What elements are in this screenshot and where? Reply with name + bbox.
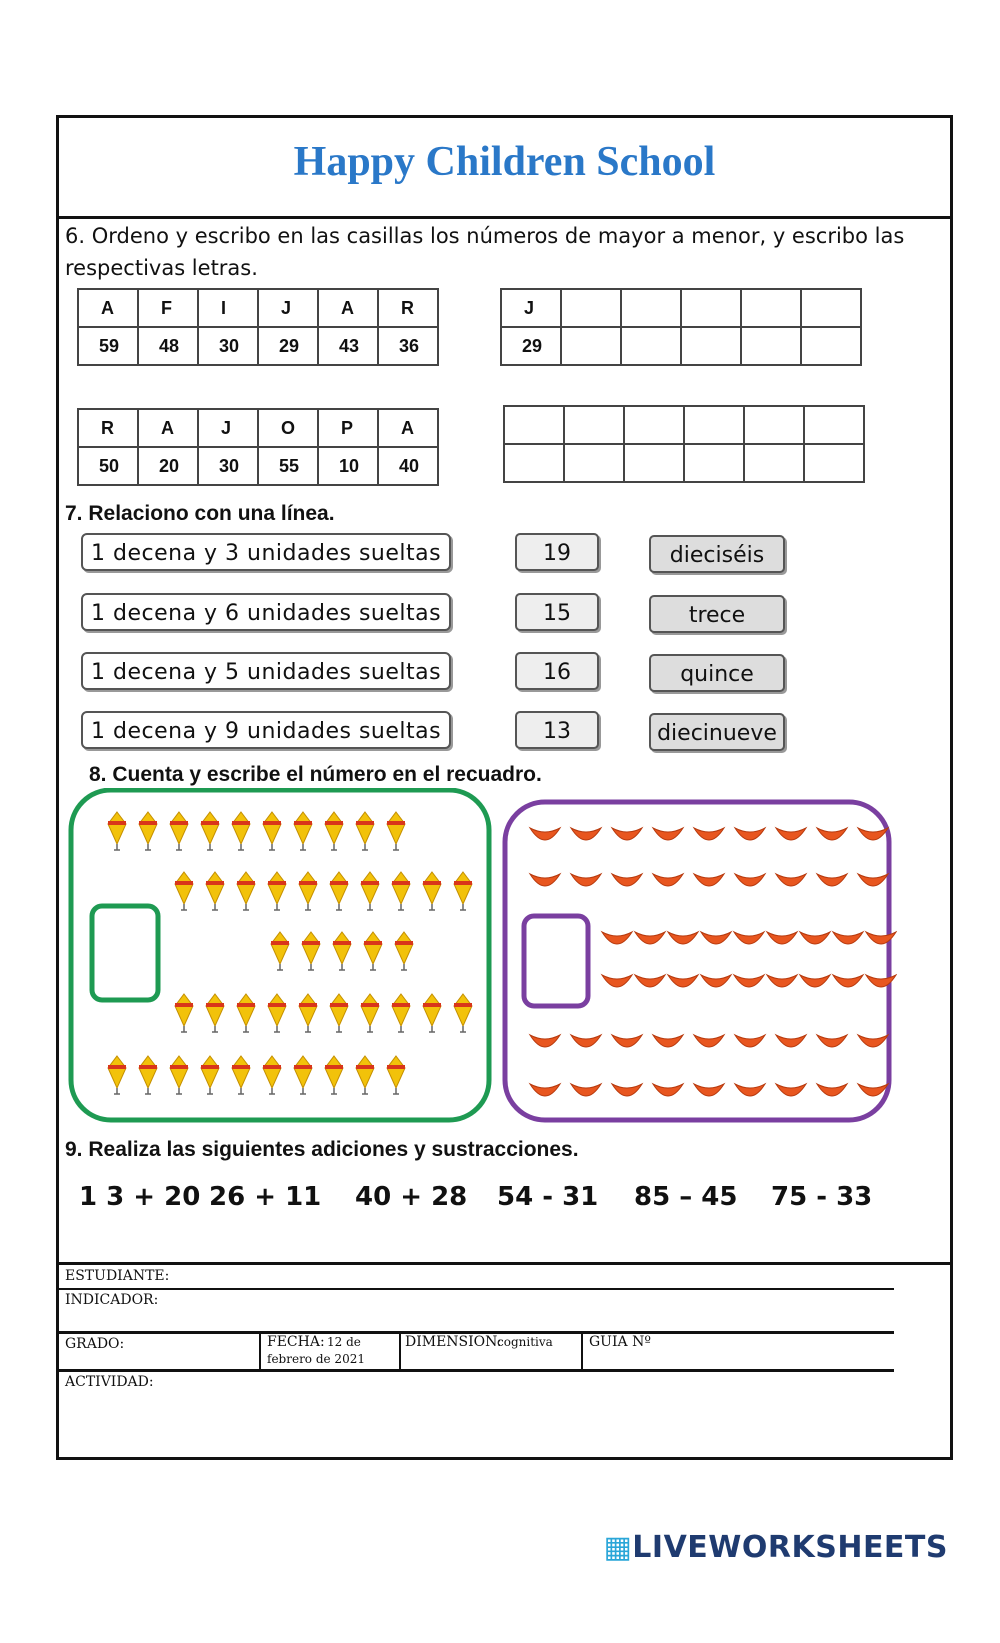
table-row bbox=[501, 327, 861, 365]
table-cell: 29 bbox=[258, 327, 318, 365]
table-cell: J bbox=[258, 289, 318, 327]
table-cell: A bbox=[378, 409, 438, 447]
melon-slice-icon bbox=[668, 975, 698, 987]
phrase-box[interactable]: 1 decena y 6 unidades sueltas bbox=[81, 593, 451, 631]
spinning-top-icon bbox=[361, 994, 379, 1032]
melon-slice-icon bbox=[767, 975, 797, 987]
table-cell[interactable] bbox=[504, 406, 564, 444]
table-cell: P bbox=[318, 409, 378, 447]
purple-frame bbox=[505, 802, 889, 1120]
number-box[interactable]: 13 bbox=[515, 711, 599, 749]
operation: 1 3 + 20 bbox=[79, 1182, 201, 1212]
melon-slice-icon bbox=[530, 874, 560, 886]
table-cell: A bbox=[78, 289, 138, 327]
melon-slice-icon bbox=[530, 828, 560, 840]
table-row bbox=[78, 327, 438, 365]
table-cell[interactable]: 29 bbox=[501, 327, 561, 365]
table-cell[interactable] bbox=[744, 444, 804, 482]
actividad-label: ACTIVIDAD: bbox=[65, 1374, 154, 1390]
operation: 75 - 33 bbox=[771, 1182, 873, 1212]
melon-slice-icon bbox=[694, 1084, 724, 1096]
table-cell: A bbox=[318, 289, 378, 327]
melon-slice-icon bbox=[776, 1084, 806, 1096]
melon-slice-icon bbox=[701, 932, 731, 944]
fecha-label: FECHA: bbox=[267, 1334, 325, 1350]
q6-table-2 bbox=[77, 408, 439, 486]
melon-slice-icon bbox=[833, 975, 863, 987]
spinning-top-icon bbox=[333, 932, 351, 970]
spinning-top-icon bbox=[294, 812, 312, 850]
melon-slice-icon bbox=[612, 1035, 642, 1047]
spinning-top-icon bbox=[361, 872, 379, 910]
table-cell: O bbox=[258, 409, 318, 447]
table-cell: J bbox=[198, 409, 258, 447]
table-cell[interactable] bbox=[804, 406, 864, 444]
table-cell[interactable] bbox=[624, 406, 684, 444]
spinning-top-icon bbox=[294, 1056, 312, 1094]
melon-slice-icon bbox=[612, 828, 642, 840]
table-cell: A bbox=[138, 409, 198, 447]
melon-slice-icon bbox=[858, 874, 888, 886]
melon-slice-icon bbox=[817, 1084, 847, 1096]
divider bbox=[581, 1331, 583, 1369]
table-cell: 36 bbox=[378, 327, 438, 365]
word-box[interactable]: quince bbox=[649, 654, 785, 692]
table-cell[interactable] bbox=[741, 289, 801, 327]
spinning-top-icon bbox=[232, 812, 250, 850]
table-cell[interactable] bbox=[741, 327, 801, 365]
dimension-label: DIMENSION: bbox=[405, 1334, 502, 1350]
melon-slice-icon bbox=[530, 1084, 560, 1096]
liveworksheets-logo bbox=[603, 1530, 948, 1565]
spinning-top-icon bbox=[201, 812, 219, 850]
spinning-top-icon bbox=[454, 872, 472, 910]
table-cell[interactable] bbox=[504, 444, 564, 482]
spinning-top-icon bbox=[237, 872, 255, 910]
spinning-top-icon bbox=[387, 1056, 405, 1094]
brand-text: LIVEWORKSHEETS bbox=[632, 1530, 948, 1565]
melon-slice-icon bbox=[571, 828, 601, 840]
logo-icon: ▦ bbox=[603, 1530, 633, 1565]
table-row bbox=[78, 447, 438, 485]
table-cell[interactable] bbox=[561, 327, 621, 365]
word-box[interactable]: diecinueve bbox=[649, 713, 785, 751]
table-cell[interactable] bbox=[804, 444, 864, 482]
q6-answer-table-1[interactable] bbox=[500, 288, 862, 366]
spinning-top-icon bbox=[271, 932, 289, 970]
q7-prompt: 7. Relaciono con una línea. bbox=[65, 502, 335, 525]
melon-slice-icon bbox=[833, 932, 863, 944]
melon-slice-icon bbox=[694, 828, 724, 840]
table-row bbox=[501, 289, 861, 327]
spinning-top-icon bbox=[139, 1056, 157, 1094]
melon-slice-icon bbox=[653, 828, 683, 840]
table-cell: R bbox=[78, 409, 138, 447]
phrase-box[interactable]: 1 decena y 5 unidades sueltas bbox=[81, 652, 451, 690]
table-cell: 20 bbox=[138, 447, 198, 485]
melon-slice-icon bbox=[694, 1035, 724, 1047]
line bbox=[59, 1369, 894, 1372]
spinning-top-icon bbox=[263, 812, 281, 850]
melon-slice-icon bbox=[635, 975, 665, 987]
table-cell: F bbox=[138, 289, 198, 327]
purple-answer-box[interactable] bbox=[524, 916, 588, 1006]
table-cell: 50 bbox=[78, 447, 138, 485]
q6-table-1 bbox=[77, 288, 439, 366]
melon-slice-icon bbox=[858, 1035, 888, 1047]
melon-slice-icon bbox=[653, 874, 683, 886]
spinning-top-icon bbox=[206, 872, 224, 910]
q6-prompt: 6. Ordeno y escribo en las casillas los números de mayor a menor, y escribo las respectivas letras. bbox=[65, 224, 905, 280]
spinning-top-icon bbox=[330, 994, 348, 1032]
estudiante-label: ESTUDIANTE: bbox=[65, 1268, 170, 1284]
table-cell[interactable] bbox=[621, 289, 681, 327]
operation: 40 + 28 bbox=[355, 1182, 468, 1212]
table-cell: R bbox=[378, 289, 438, 327]
melon-slice-icon bbox=[571, 874, 601, 886]
melon-slice-icon bbox=[571, 1084, 601, 1096]
melon-slice-icon bbox=[735, 1084, 765, 1096]
table-cell[interactable] bbox=[684, 444, 744, 482]
fecha-value-1: 12 de bbox=[327, 1335, 361, 1349]
operation: 26 + 11 bbox=[209, 1182, 322, 1212]
melon-slice-icon bbox=[817, 828, 847, 840]
divider bbox=[259, 1331, 261, 1369]
table-cell: 40 bbox=[378, 447, 438, 485]
melon-slice-icon bbox=[653, 1084, 683, 1096]
spinning-top-icon bbox=[423, 994, 441, 1032]
spinning-top-icon bbox=[170, 812, 188, 850]
spinning-top-icon bbox=[423, 872, 441, 910]
melon-slice-icon bbox=[734, 932, 764, 944]
number-box[interactable]: 15 bbox=[515, 593, 599, 631]
melon-slice-icon bbox=[735, 828, 765, 840]
spinning-top-icon bbox=[364, 932, 382, 970]
phrase-box[interactable]: 1 decena y 9 unidades sueltas bbox=[81, 711, 451, 749]
melon-slice-icon bbox=[817, 1035, 847, 1047]
spinning-top-icon bbox=[356, 812, 374, 850]
q6-answer-table-2[interactable] bbox=[503, 405, 865, 483]
melon-slice-icon bbox=[694, 874, 724, 886]
q8-prompt: 8. Cuenta y escribe el número en el recuadro. bbox=[89, 763, 542, 786]
melon-slice-icon bbox=[602, 975, 632, 987]
melon-slice-icon bbox=[668, 932, 698, 944]
green-answer-box[interactable] bbox=[92, 906, 158, 1000]
table-cell: 43 bbox=[318, 327, 378, 365]
melon-slice-icon bbox=[571, 1035, 601, 1047]
header-divider bbox=[59, 216, 950, 219]
line bbox=[59, 1288, 894, 1290]
word-box[interactable]: trece bbox=[649, 595, 785, 633]
spinning-top-icon bbox=[108, 1056, 126, 1094]
melon-slice-icon bbox=[530, 1035, 560, 1047]
dimension-value: cognitiva bbox=[497, 1335, 553, 1349]
table-cell[interactable]: J bbox=[501, 289, 561, 327]
table-cell: 59 bbox=[78, 327, 138, 365]
spinning-top-icon bbox=[139, 812, 157, 850]
table-cell[interactable] bbox=[744, 406, 804, 444]
table-cell: 55 bbox=[258, 447, 318, 485]
melon-slice-icon bbox=[612, 1084, 642, 1096]
spinning-top-icon bbox=[356, 1056, 374, 1094]
table-row bbox=[78, 289, 438, 327]
spinning-top-icon bbox=[263, 1056, 281, 1094]
melon-slice-icon bbox=[858, 828, 888, 840]
phrase-box[interactable]: 1 decena y 3 unidades sueltas bbox=[81, 533, 451, 571]
guia-label: GUIA Nº bbox=[589, 1334, 651, 1350]
melon-slice-icon bbox=[735, 874, 765, 886]
spinning-top-icon bbox=[201, 1056, 219, 1094]
divider bbox=[399, 1331, 401, 1369]
operation: 85 – 45 bbox=[634, 1182, 738, 1212]
spinning-top-icon bbox=[175, 994, 193, 1032]
melon-slice-icon bbox=[800, 975, 830, 987]
melon-slice-icon bbox=[767, 932, 797, 944]
melon-slice-icon bbox=[635, 932, 665, 944]
melon-slice-icon bbox=[701, 975, 731, 987]
spinning-top-icon bbox=[268, 994, 286, 1032]
spinning-top-icon bbox=[108, 812, 126, 850]
spinning-top-icon bbox=[232, 1056, 250, 1094]
table-cell[interactable] bbox=[801, 327, 861, 365]
spinning-top-icon bbox=[395, 932, 413, 970]
table-cell[interactable] bbox=[564, 406, 624, 444]
table-cell[interactable] bbox=[624, 444, 684, 482]
spinning-top-icon bbox=[325, 812, 343, 850]
grado-label: GRADO: bbox=[65, 1336, 125, 1352]
table-cell[interactable] bbox=[684, 406, 744, 444]
table-cell: I bbox=[198, 289, 258, 327]
spinning-top-icon bbox=[299, 872, 317, 910]
table-cell: 10 bbox=[318, 447, 378, 485]
spinning-top-icon bbox=[268, 872, 286, 910]
table-cell[interactable] bbox=[681, 289, 741, 327]
melon-slice-icon bbox=[817, 874, 847, 886]
spinning-top-icon bbox=[454, 994, 472, 1032]
table-cell: 48 bbox=[138, 327, 198, 365]
table-cell[interactable] bbox=[681, 327, 741, 365]
word-box[interactable]: dieciséis bbox=[649, 535, 785, 573]
spinning-top-icon bbox=[302, 932, 320, 970]
table-row bbox=[78, 409, 438, 447]
melon-slice-icon bbox=[735, 1035, 765, 1047]
fecha-value-2: febrero de 2021 bbox=[267, 1352, 365, 1366]
melon-slice-icon bbox=[776, 1035, 806, 1047]
spinning-top-icon bbox=[392, 872, 410, 910]
operation: 54 - 31 bbox=[497, 1182, 599, 1212]
footer-divider bbox=[59, 1262, 950, 1265]
spinning-top-icon bbox=[325, 1056, 343, 1094]
spinning-top-icon bbox=[387, 812, 405, 850]
school-title: Happy Children School bbox=[293, 139, 716, 185]
table-row bbox=[504, 406, 864, 444]
spinning-top-icon bbox=[206, 994, 224, 1032]
q9-prompt: 9. Realiza las siguientes adiciones y sustracciones. bbox=[65, 1138, 579, 1161]
table-cell[interactable] bbox=[564, 444, 624, 482]
melon-slice-icon bbox=[776, 874, 806, 886]
melon-slice-icon bbox=[776, 828, 806, 840]
worksheet bbox=[56, 115, 953, 1460]
spinning-top-icon bbox=[175, 872, 193, 910]
number-box[interactable]: 16 bbox=[515, 652, 599, 690]
q8-counting-area bbox=[67, 788, 897, 1128]
spinning-top-icon bbox=[237, 994, 255, 1032]
melon-slice-icon bbox=[734, 975, 764, 987]
melon-slice-icon bbox=[602, 932, 632, 944]
spinning-top-icon bbox=[392, 994, 410, 1032]
table-cell: 30 bbox=[198, 327, 258, 365]
table-cell: 30 bbox=[198, 447, 258, 485]
table-row bbox=[504, 444, 864, 482]
melon-slice-icon bbox=[858, 1084, 888, 1096]
melon-slice-icon bbox=[612, 874, 642, 886]
spinning-top-icon bbox=[330, 872, 348, 910]
number-box[interactable]: 19 bbox=[515, 533, 599, 571]
melon-slice-icon bbox=[653, 1035, 683, 1047]
indicador-label: INDICADOR: bbox=[65, 1292, 159, 1308]
spinning-top-icon bbox=[299, 994, 317, 1032]
spinning-top-icon bbox=[170, 1056, 188, 1094]
table-cell[interactable] bbox=[801, 289, 861, 327]
melon-slice-icon bbox=[800, 932, 830, 944]
table-cell[interactable] bbox=[621, 327, 681, 365]
table-cell[interactable] bbox=[561, 289, 621, 327]
